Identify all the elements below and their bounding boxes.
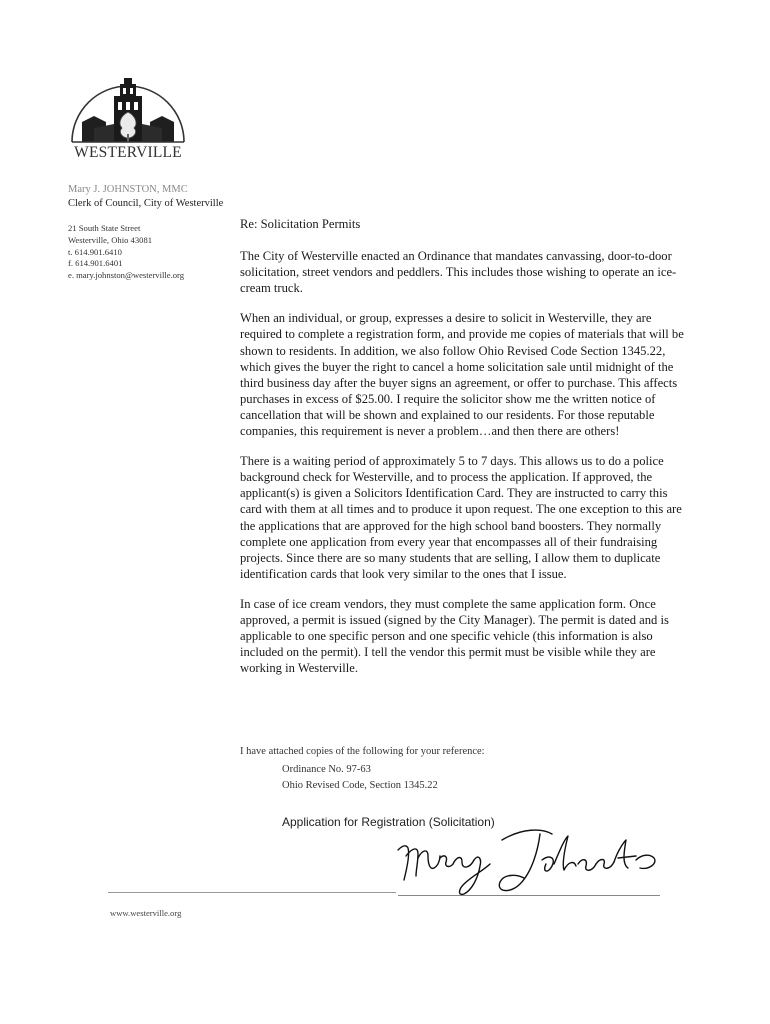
logo-wordmark: WESTERVILLE xyxy=(74,144,182,161)
address-line-street: 21 South State Street xyxy=(68,223,141,233)
letter-paragraph: When an individual, or group, expresses a desire to solicit in Westerville, they are required to complete a registration form, and provide me copies of materials that will be shown to residents. In addition, we also follow Ohio Revised Code Section 1345.22, which gives the buyer the right to cancel a home solicitation sale until midnight of the third business day after the buyer signs an agreement, or offer to purchase. This affects purchases in excess of $25.00. I require the solicitor show me the written notice of cancellation that will be shown and explained to our residents. For those reputable companies, this requirement is never a problem…and then there are others! xyxy=(240,311,684,439)
sender-fax: f. 614.901.6401 xyxy=(68,258,123,269)
sender-phone: t. 614.901.6410 xyxy=(68,246,122,257)
city-building-emblem-icon xyxy=(64,76,192,148)
sender-email: e. mary.johnston@westerville.org xyxy=(68,270,185,281)
sender-name: Mary J. JOHNSTON, MMC xyxy=(68,184,188,195)
letter-paragraph: The City of Westerville enacted an Ordinance that mandates canvassing, door-to-door solicitation, street vendors and peddlers. This includes those wishing to operate an ice-cream truck. xyxy=(240,249,677,296)
letter-subject: Re: Solicitation Permits xyxy=(240,217,361,231)
attachment-item: Ohio Revised Code, Section 1345.22 xyxy=(282,780,438,791)
attachment-form: Application for Registration (Solicitation) xyxy=(282,815,495,829)
letter-paragraph: There is a waiting period of approximately 5 to 7 days. This allows us to do a police background check for Westerville, and to process the application. If approved, the applicant(s) is given a Solicitors Identification Card. They are instructed to carry this card with them at all times and to produce it upon request. The one exception to this are the applications that are approved for the high school band boosters. They normally complete one application from every year that encompasses all of their fundraising projects. Since there are so many students that are selling, I allow them to duplicate identification cards that look very similar to the ones that I issue. xyxy=(240,454,682,581)
letter-body xyxy=(240,216,688,690)
footer-website: www.westerville.org xyxy=(110,908,182,918)
signature-line xyxy=(398,895,660,896)
footer-divider xyxy=(108,892,396,893)
handwritten-signature-icon xyxy=(392,820,672,898)
attachment-item: Ordinance No. 97-63 xyxy=(282,764,371,775)
letter-paragraph: In case of ice cream vendors, they must complete the same application form. Once approved, a permit is issued (signed by the City Manager). The permit is dated and is applicable to one specific person and one specific vehicle (this information is also included on the permit). I tell the vendor this permit must be visible while they are working in Westerville. xyxy=(240,596,669,676)
sender-address xyxy=(68,223,184,282)
address-line-city: Westerville, Ohio 43081 xyxy=(68,234,153,245)
attachments-intro: I have attached copies of the following for your reference: xyxy=(240,746,485,757)
sender-title: Clerk of Council, City of Westerville xyxy=(68,198,224,209)
westerville-logo xyxy=(64,76,192,164)
